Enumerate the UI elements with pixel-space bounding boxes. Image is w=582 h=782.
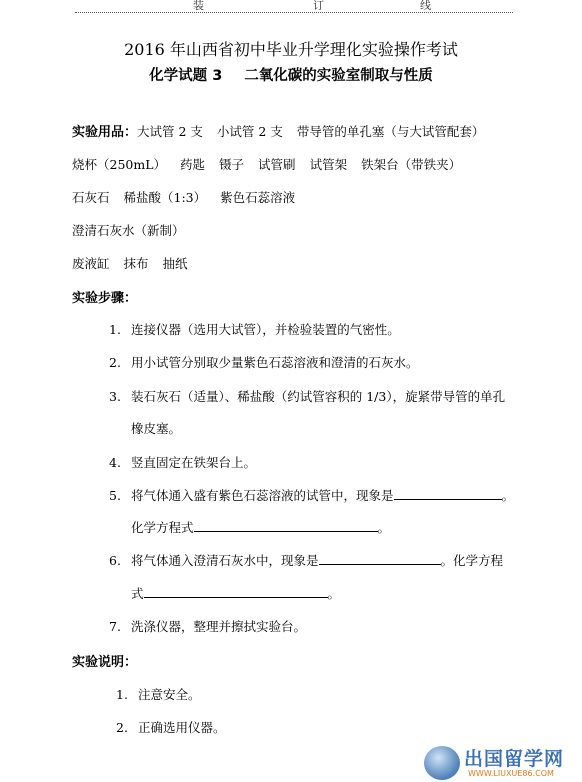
step-number: 4. bbox=[109, 455, 121, 470]
material-item: 带导管的单孔塞（与大试管配套） bbox=[296, 124, 485, 139]
material-item: 药匙 bbox=[180, 157, 206, 172]
material-item: 烧杯（250mL） bbox=[72, 157, 167, 172]
step-3-cont bbox=[109, 419, 181, 437]
step-text: 将气体通入澄清石灰水中，现象是 bbox=[131, 553, 319, 568]
step-text: 将气体通入盛有紫色石蕊溶液的试管中，现象是 bbox=[131, 488, 394, 503]
note-number: 1. bbox=[116, 687, 128, 702]
materials-line-2 bbox=[72, 155, 475, 173]
subtitle-number: 化学试题 3 bbox=[149, 68, 223, 84]
step-text: 洗涤仪器，整理并擦拭实验台。 bbox=[131, 619, 307, 634]
material-item: 抽纸 bbox=[162, 256, 188, 271]
exam-subtitle bbox=[0, 64, 582, 85]
notes-heading: 实验说明： bbox=[72, 655, 138, 670]
step-number: 2. bbox=[109, 355, 121, 370]
watermark-url: WWW.LIUXUE86.COM bbox=[468, 769, 554, 778]
notes-heading-line bbox=[72, 651, 137, 670]
materials-line-5 bbox=[72, 254, 202, 272]
exam-title: 2016 年山西省初中毕业升学理化实验操作考试 bbox=[124, 40, 458, 59]
step-7 bbox=[109, 617, 306, 635]
materials-line-4 bbox=[72, 221, 199, 239]
material-item: 澄清石灰水（新制） bbox=[72, 223, 185, 238]
globe-icon bbox=[424, 746, 460, 780]
step-number: 6. bbox=[109, 553, 121, 568]
step-6-cont: 式 。 bbox=[131, 586, 341, 601]
material-item: 抹布 bbox=[123, 256, 149, 271]
material-item: 镊子 bbox=[219, 157, 245, 172]
step-number: 7. bbox=[109, 619, 121, 634]
material-item: 石灰石 bbox=[72, 190, 110, 205]
subtitle-topic: 二氧化碳的实验室制取与性质 bbox=[244, 68, 433, 84]
binding-mark: 订 bbox=[313, 0, 324, 12]
watermark-logo bbox=[424, 742, 582, 782]
step-3 bbox=[109, 387, 505, 405]
step-5: 5. 将气体通入盛有紫色石蕊溶液的试管中，现象是 。 bbox=[109, 488, 515, 503]
answer-blank[interactable] bbox=[319, 552, 441, 565]
steps-heading: 实验步骤： bbox=[72, 291, 138, 306]
step-number: 3. bbox=[109, 389, 121, 404]
binding-mark: 装 bbox=[193, 0, 204, 12]
material-item: 稀盐酸（1:3） bbox=[123, 190, 207, 205]
answer-blank[interactable] bbox=[194, 519, 378, 532]
material-item: 试管架 bbox=[309, 157, 348, 172]
step-2 bbox=[109, 353, 419, 371]
step-5-cont: 化学方程式 。 bbox=[131, 520, 391, 535]
note-number: 2. bbox=[116, 720, 128, 735]
material-item: 废液缸 bbox=[72, 256, 110, 271]
note-2 bbox=[116, 718, 226, 736]
step-6: 6. 将气体通入澄清石灰水中，现象是 。化学方程 bbox=[109, 553, 504, 568]
step-text: 竖直固定在铁架台上。 bbox=[131, 455, 257, 470]
material-item: 试管刷 bbox=[258, 157, 296, 172]
materials-line-1 bbox=[72, 121, 498, 140]
step-text: 式 bbox=[131, 586, 144, 601]
binding-line bbox=[75, 0, 513, 13]
material-item: 大试管 2 支 bbox=[137, 124, 203, 139]
materials-line-3 bbox=[72, 188, 309, 206]
answer-blank[interactable] bbox=[394, 487, 502, 500]
step-1 bbox=[109, 320, 400, 338]
binding-mark: 线 bbox=[420, 0, 431, 12]
step-text: 装石灰石（适量）、稀盐酸（约试管容积的 1/3），旋紧带导管的单孔 bbox=[131, 389, 506, 404]
step-number: 1. bbox=[109, 322, 121, 337]
step-number: 5. bbox=[109, 488, 121, 503]
note-1 bbox=[116, 685, 201, 703]
note-text: 正确选用仪器。 bbox=[138, 720, 226, 735]
material-item: 铁架台（带铁夹） bbox=[361, 157, 462, 172]
materials-heading: 实验用品： bbox=[72, 125, 138, 140]
step-text: 连接仪器（选用大试管），并检验装置的气密性。 bbox=[131, 322, 400, 337]
step-4 bbox=[109, 453, 256, 471]
step-text: 化学方程式 bbox=[131, 520, 194, 535]
material-item: 小试管 2 支 bbox=[216, 124, 283, 139]
steps-heading-line bbox=[72, 287, 137, 306]
note-text: 注意安全。 bbox=[138, 687, 201, 702]
step-text: 橡皮塞。 bbox=[131, 421, 182, 436]
watermark-name: 出国留学网 bbox=[464, 748, 565, 770]
step-text: 用小试管分别取少量紫色石蕊溶液和澄清的石灰水。 bbox=[131, 355, 419, 370]
material-item: 紫色石蕊溶液 bbox=[220, 190, 296, 205]
answer-blank[interactable] bbox=[144, 585, 328, 598]
